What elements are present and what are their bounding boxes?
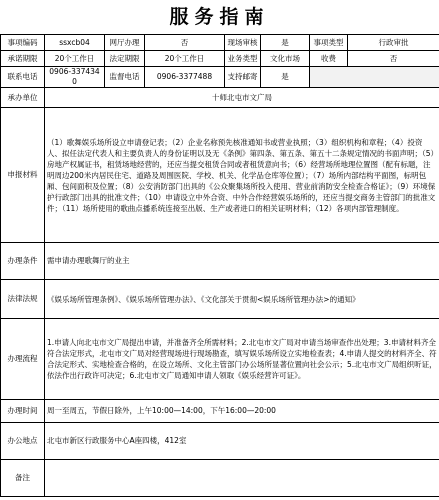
process-text: 1.申请人向北屯市文广局提出申请，并准备齐全所需材料；2.北屯市文广局对申请当场审查作出处理；3.申请材料齐全符合法定形式，北屯市文广局对经营现场进行现场勘查，填写娱乐场所设立实地检查表；4.申请人提交的材料齐全、符合法定形式、实地检查合格的，在设立场所、文化主管部门办公场所显著位置向社会公示；5.北屯市文广局组织听证，依法作出行政许可决定；6.北屯市文广局通知申请人领取《娱乐经营许可证》。 <box>47 338 437 380</box>
dept-value: 十师北屯市文广局 <box>45 88 439 108</box>
info-row-1 <box>1 35 439 51</box>
promised-period-value: 20个工作日 <box>45 51 105 67</box>
basis-label: 法律法规 <box>1 280 45 319</box>
remarks-value <box>45 460 439 497</box>
contact-phone-value: 0906-3374340 <box>45 67 105 88</box>
conditions-value: 需申请办理歌舞厅的业主 <box>45 243 439 280</box>
location-row <box>1 423 439 460</box>
materials-text: （1）歌舞娱乐场所设立申请登记表；（2）企业名称预先核准通知书或营业执照；（3）组织机构和章程；（4）投资人、拟任法定代表人和主要负责人的身份证明以及无《条例》第四条、第五条、第五十二条规定情况的书面声明；（5）房地产权属证书，租赁场地经营的，还应当提交租赁合同或者租赁意向书；（6）经营场所地理位置图（配有标题，注明周边200米内居民住宅、道路及周围医院、学校、机关、化学品仓库等位置）；（7）场所内部结构平面图，标明包厢、包间面积及位置；（8）公安消防部门出具的《公众聚集场所投入使用、营业前消防安全检查合格证》；（9）环境保护行政部门出具的批准文件；（10）申请设立中外合资、中外合作经营娱乐场所的，还应当提交商务主管部门的批准文件；（11）场所使用的歌曲点播系统连接至出版、生产或者进口的相关证明材料；（12）各项内部管理制度。 <box>47 137 436 213</box>
hours-value: 周一至周五，节假日除外，上午10:00—14:00，下午16:00—20:00 <box>45 400 439 423</box>
hours-row <box>1 400 439 423</box>
legal-period-label: 法定期限 <box>105 51 145 67</box>
process-value <box>45 319 439 400</box>
info-row-3 <box>1 67 439 88</box>
supervision-phone-value: 0906-3377488 <box>145 67 225 88</box>
item-code-label: 事项编码 <box>1 35 45 51</box>
remarks-label: 备注 <box>1 460 45 497</box>
contact-phone-label: 联系电话 <box>1 67 45 88</box>
materials-value <box>45 108 439 243</box>
mail-support-value: 是 <box>261 67 310 88</box>
basis-row <box>1 280 439 319</box>
online-handling-label: 网厅办理 <box>105 35 145 51</box>
info-row-2 <box>1 51 439 67</box>
empty-cell <box>310 67 439 88</box>
service-guide-table <box>0 34 439 497</box>
basis-text: 《娱乐场所管理条例》、《娱乐场所管理办法》、《文化部关于贯彻<娱乐场所管理办法>的通知》 <box>47 294 360 304</box>
supervision-phone-label: 监督电话 <box>105 67 145 88</box>
process-label: 办理流程 <box>1 319 45 400</box>
mail-support-label: 支持邮寄 <box>225 67 261 88</box>
materials-label: 申报材料 <box>1 108 45 243</box>
fee-value: 否 <box>348 51 439 67</box>
conditions-row <box>1 243 439 280</box>
hours-label: 办理时间 <box>1 400 45 423</box>
legal-period-value: 20个工作日 <box>145 51 225 67</box>
business-type-value: 文化市场 <box>261 51 310 67</box>
business-type-label: 业务类型 <box>225 51 261 67</box>
dept-label: 承办单位 <box>1 88 45 108</box>
fee-label: 收费 <box>310 51 348 67</box>
promised-period-label: 承诺期限 <box>1 51 45 67</box>
item-type-label: 事项类型 <box>310 35 348 51</box>
location-label: 办公地点 <box>1 423 45 460</box>
process-row <box>1 319 439 400</box>
item-code-value: ssxcb04 <box>45 35 105 51</box>
materials-row <box>1 108 439 243</box>
page-title: 服务指南 <box>169 6 270 28</box>
remarks-row <box>1 460 439 497</box>
online-handling-value: 否 <box>145 35 225 51</box>
location-value: 北屯市新区行政服务中心A座四楼，412室 <box>45 423 439 460</box>
onsite-review-label: 现场审核 <box>225 35 261 51</box>
conditions-label: 办理条件 <box>1 243 45 280</box>
onsite-review-value: 是 <box>261 35 310 51</box>
basis-value <box>45 280 439 319</box>
item-type-value: 行政审批 <box>348 35 439 51</box>
dept-row <box>1 88 439 108</box>
